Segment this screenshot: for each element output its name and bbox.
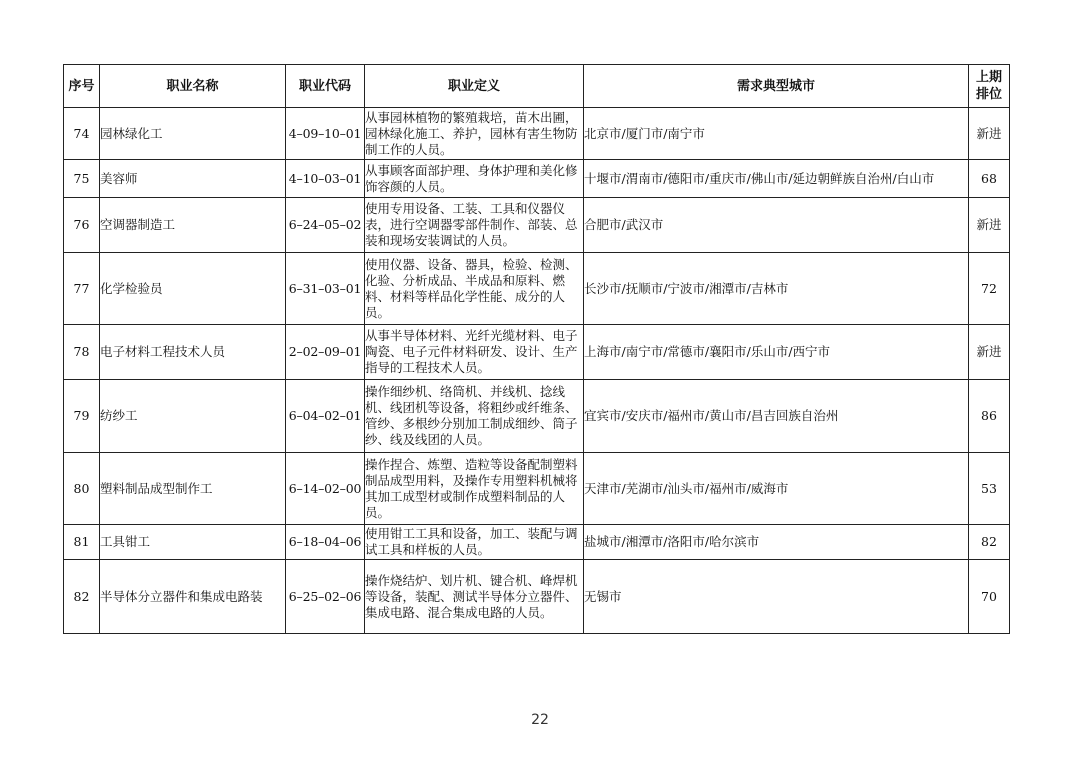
cell-previous-rank: 68 [969,160,1010,198]
cell-previous-rank: 82 [969,525,1010,560]
cell-occupation-code: 6–31–03–01 [286,253,365,325]
cell-occupation-definition: 从事顾客面部护理、身体护理和美化修饰容颜的人员。 [365,160,584,198]
cell-typical-cities: 北京市/厦门市/南宁市 [584,108,969,160]
cell-occupation-code: 6–25–02–06 [286,560,365,634]
cell-previous-rank: 53 [969,453,1010,525]
occupation-table [63,64,1010,634]
cell-typical-cities: 上海市/南宁市/常德市/襄阳市/乐山市/西宁市 [584,325,969,380]
header-occupation-name: 职业名称 [100,65,286,108]
header-previous-rank-line1: 上期 [975,70,1002,85]
cell-serial-number: 81 [64,525,100,560]
table-row [64,325,1010,380]
cell-previous-rank: 72 [969,253,1010,325]
table-row [64,380,1010,453]
cell-occupation-name: 纺纱工 [100,380,286,453]
page-number: 22 [531,712,549,728]
cell-occupation-name: 化学检验员 [100,253,286,325]
table-row [64,160,1010,198]
cell-serial-number: 77 [64,253,100,325]
cell-occupation-code: 4–09–10–01 [286,108,365,160]
header-typical-cities: 需求典型城市 [584,65,969,108]
table-header-row [64,65,1010,108]
cell-occupation-code: 4–10–03–01 [286,160,365,198]
header-previous-rank-line2: 排位 [975,87,1002,102]
cell-typical-cities: 长沙市/抚顺市/宁波市/湘潭市/吉林市 [584,253,969,325]
header-serial-number: 序号 [64,65,100,108]
cell-occupation-name: 美容师 [100,160,286,198]
cell-occupation-definition: 使用专用设备、工装、工具和仪器仪表，进行空调器零部件制作、部装、总装和现场安装调试的人员。 [365,198,584,253]
cell-serial-number: 82 [64,560,100,634]
cell-previous-rank: 新进 [969,325,1010,380]
cell-occupation-code: 2–02–09–01 [286,325,365,380]
cell-previous-rank: 86 [969,380,1010,453]
table-row [64,198,1010,253]
cell-occupation-name: 电子材料工程技术人员 [100,325,286,380]
cell-typical-cities: 宜宾市/安庆市/福州市/黄山市/昌吉回族自治州 [584,380,969,453]
cell-occupation-name: 工具钳工 [100,525,286,560]
table-row [64,108,1010,160]
cell-serial-number: 74 [64,108,100,160]
table-row [64,525,1010,560]
cell-occupation-name: 半导体分立器件和集成电路装 [100,560,286,634]
header-occupation-code: 职业代码 [286,65,365,108]
cell-occupation-name: 园林绿化工 [100,108,286,160]
cell-occupation-definition: 从事园林植物的繁殖栽培，苗木出圃，园林绿化施工、养护，园林有害生物防制工作的人员。 [365,108,584,160]
cell-serial-number: 79 [64,380,100,453]
cell-occupation-definition: 操作烧结炉、划片机、键合机、峰焊机等设备，装配、测试半导体分立器件、集成电路、混合集成电路的人员。 [365,560,584,634]
table-row [64,453,1010,525]
header-occupation-definition: 职业定义 [365,65,584,108]
cell-previous-rank: 70 [969,560,1010,634]
cell-occupation-definition: 操作细纱机、络筒机、并线机、捻线机、线团机等设备，将粗纱或纤维条、管纱、多根纱分别加工制成细纱、筒子纱、线及线团的人员。 [365,380,584,453]
cell-serial-number: 76 [64,198,100,253]
cell-occupation-code: 6–04–02–01 [286,380,365,453]
cell-occupation-code: 6–18–04–06 [286,525,365,560]
cell-previous-rank: 新进 [969,108,1010,160]
cell-occupation-code: 6–24–05–02 [286,198,365,253]
cell-typical-cities: 天津市/芜湖市/汕头市/福州市/威海市 [584,453,969,525]
cell-occupation-definition: 从事半导体材料、光纤光缆材料、电子陶瓷、电子元件材料研发、设计、生产指导的工程技术人员。 [365,325,584,380]
cell-typical-cities: 无锡市 [584,560,969,634]
cell-typical-cities: 合肥市/武汉市 [584,198,969,253]
cell-occupation-definition: 使用仪器、设备、器具，检验、检测、化验、分析成品、半成品和原料、燃料、材料等样品化学性能、成分的人员。 [365,253,584,325]
cell-typical-cities: 十堰市/渭南市/德阳市/重庆市/佛山市/延边朝鲜族自治州/白山市 [584,160,969,198]
table-row [64,253,1010,325]
header-previous-rank [969,65,1010,108]
cell-occupation-definition: 操作捏合、炼塑、造粒等设备配制塑料制品成型用料，及操作专用塑料机械将其加工成型材或制作成塑料制品的人员。 [365,453,584,525]
cell-occupation-name: 塑料制品成型制作工 [100,453,286,525]
cell-serial-number: 75 [64,160,100,198]
cell-occupation-code: 6–14–02–00 [286,453,365,525]
cell-occupation-definition: 使用钳工工具和设备，加工、装配与调试工具和样板的人员。 [365,525,584,560]
cell-previous-rank: 新进 [969,198,1010,253]
cell-serial-number: 80 [64,453,100,525]
table-row [64,560,1010,634]
cell-serial-number: 78 [64,325,100,380]
cell-typical-cities: 盐城市/湘潭市/洛阳市/哈尔滨市 [584,525,969,560]
cell-occupation-name: 空调器制造工 [100,198,286,253]
